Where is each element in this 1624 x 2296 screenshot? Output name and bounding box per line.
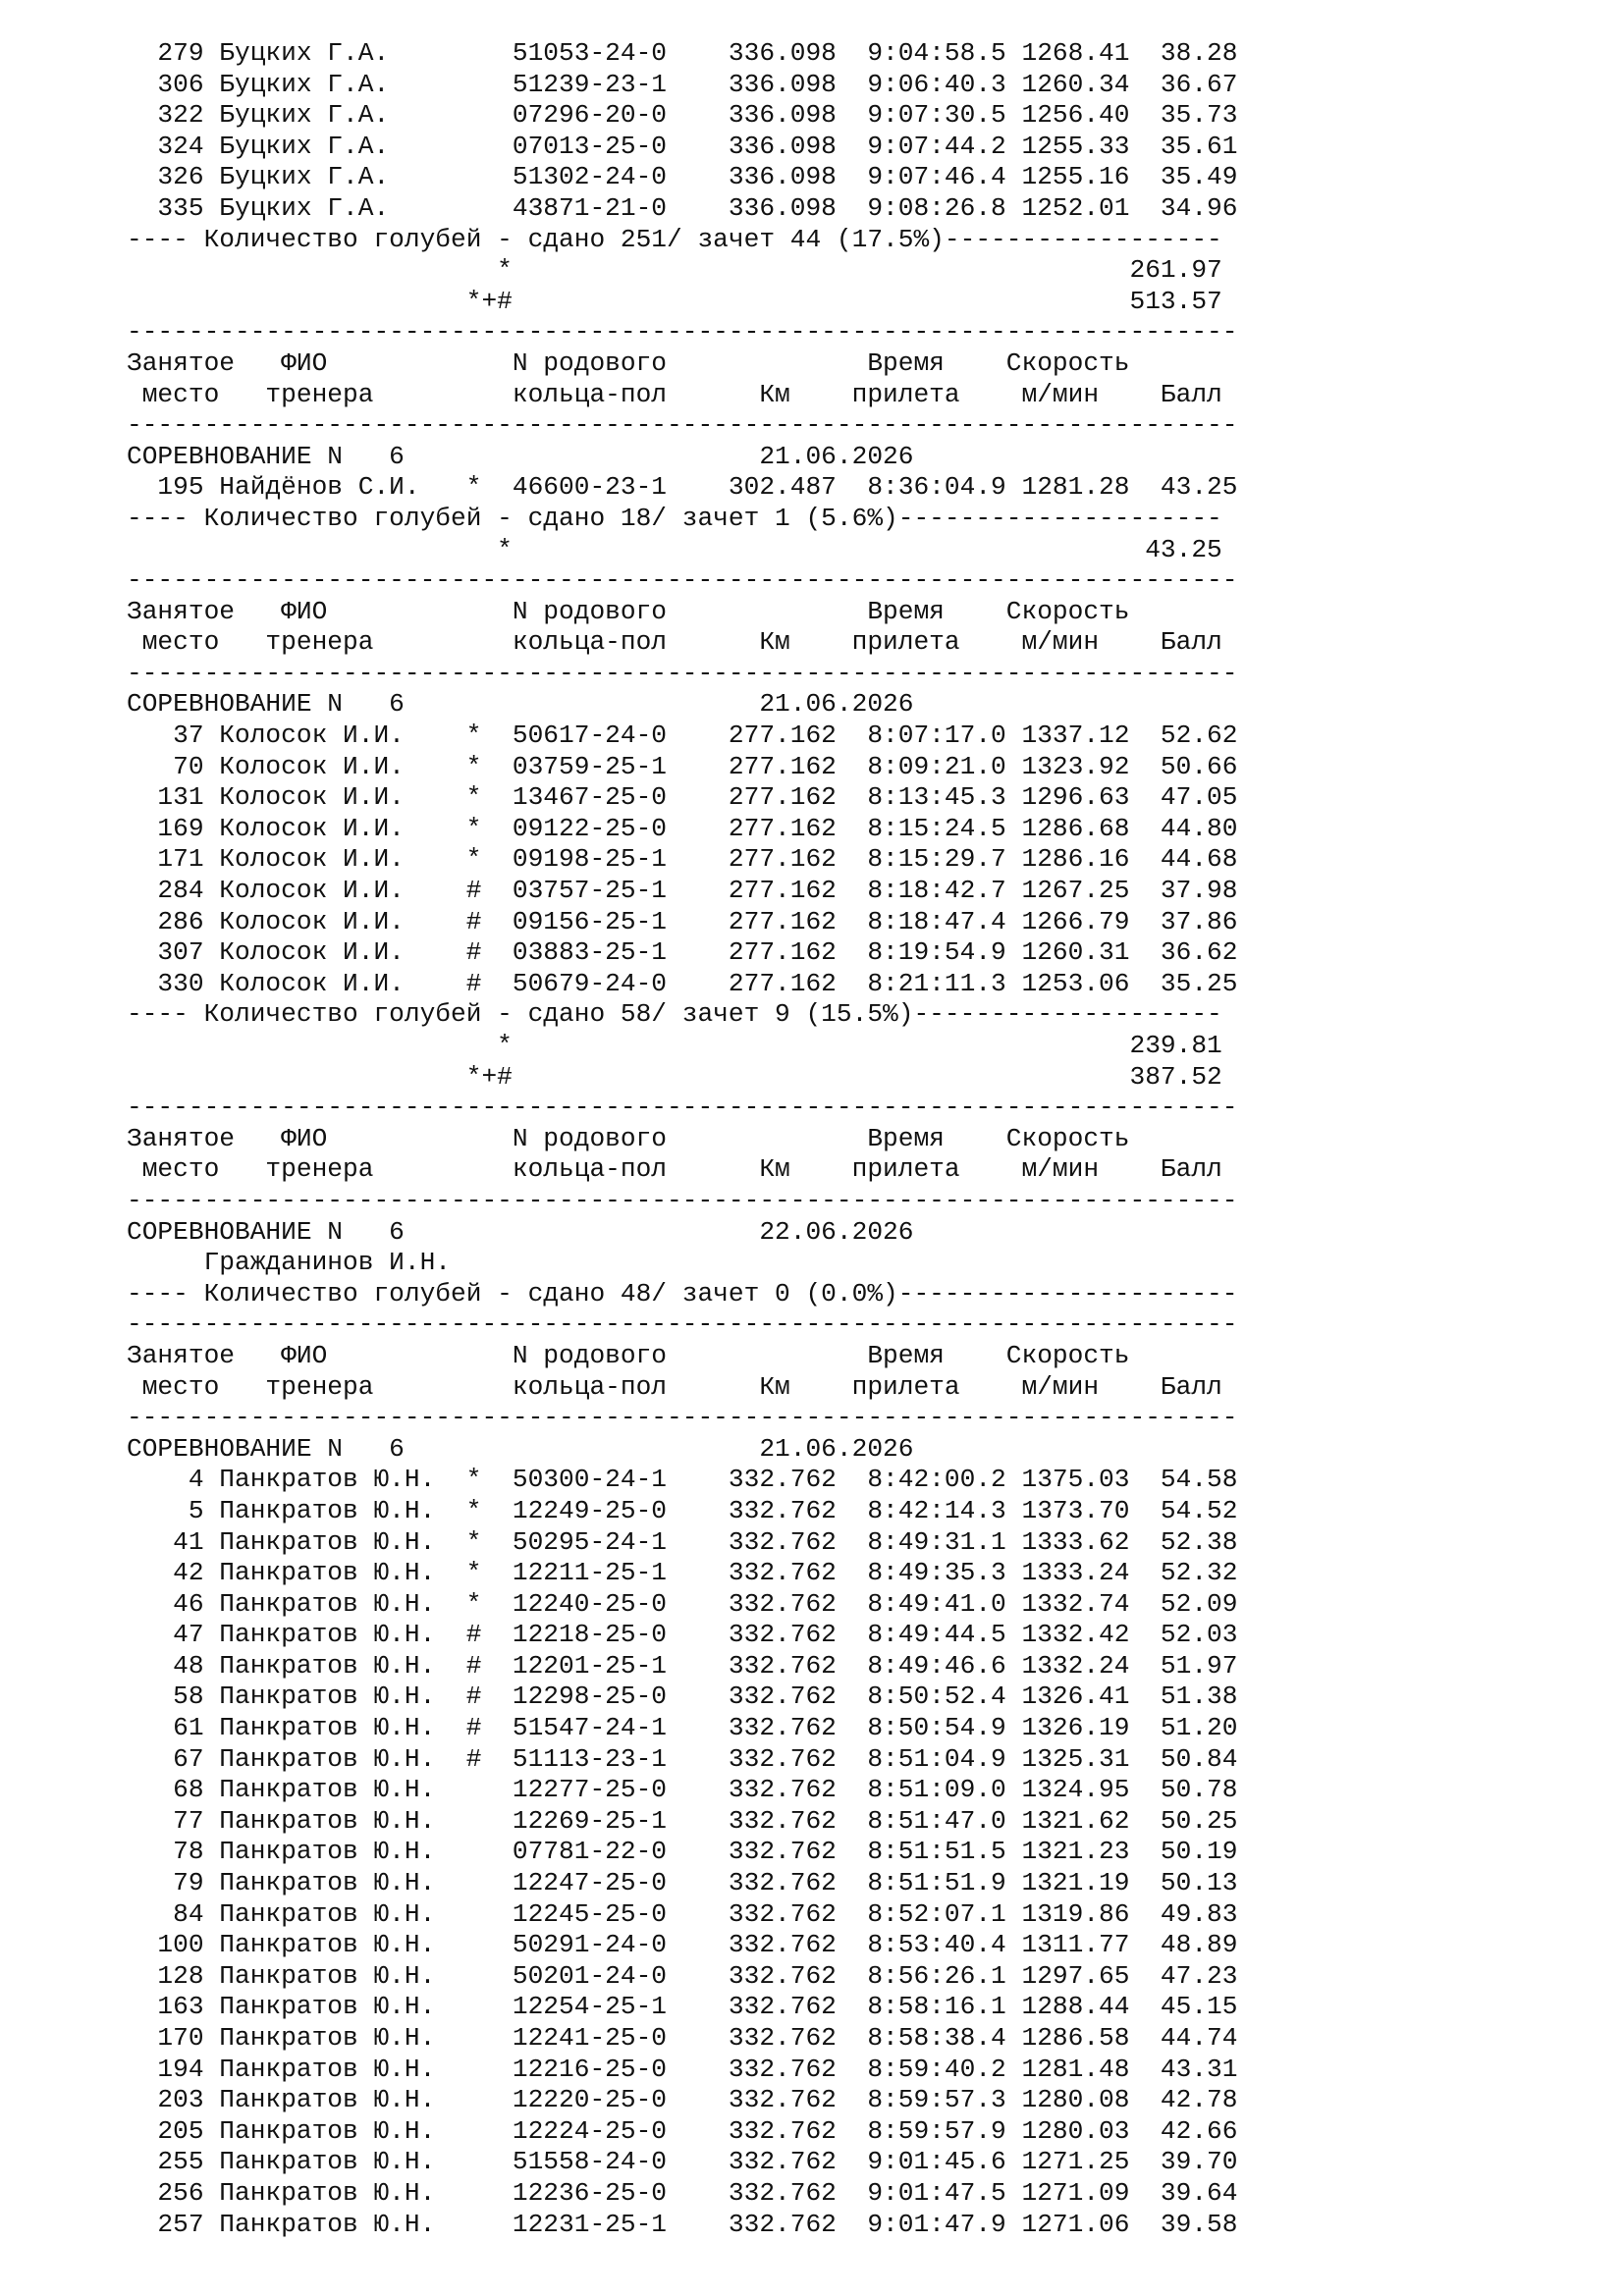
report-line: 307 Колосок И.И. # 03883-25-1 277.162 8:19:54.9 1260.31 36.62 — [127, 937, 1238, 968]
report-line: СОРЕВНОВАНИЕ N 6 21.06.2026 — [127, 1433, 914, 1464]
report-line: 195 Найдёнов С.И. * 46600-23-1 302.487 8:36:04.9 1281.28 43.25 — [127, 472, 1238, 503]
report-line: 68 Панкратов Ю.Н. 12277-25-0 332.762 8:51:09.0 1324.95 50.78 — [127, 1775, 1238, 1805]
report-line: 284 Колосок И.И. # 03757-25-1 277.162 8:18:42.7 1267.25 37.98 — [127, 876, 1238, 906]
report-line: 205 Панкратов Ю.Н. 12224-25-0 332.762 8:59:57.9 1280.03 42.66 — [127, 2115, 1238, 2146]
report-line: ------------------------------------------------------------------------ — [127, 1309, 1238, 1340]
report-line: СОРЕВНОВАНИЕ N 6 21.06.2026 — [127, 441, 914, 471]
report-line: 335 Буцких Г.А. 43871-21-0 336.098 9:08:26.8 1252.01 34.96 — [127, 192, 1238, 223]
report-line: 4 Панкратов Ю.Н. * 50300-24-1 332.762 8:42:00.2 1375.03 54.58 — [127, 1465, 1238, 1495]
report-line: Занятое ФИО N родового Время Скорость — [127, 1340, 1130, 1370]
report-line: место тренера кольца-пол Км прилета м/мин Балл — [127, 379, 1222, 409]
report-line: 203 Панкратов Ю.Н. 12220-25-0 332.762 8:59:57.3 1280.08 42.78 — [127, 2085, 1238, 2115]
report-line: 78 Панкратов Ю.Н. 07781-22-0 332.762 8:51:51.5 1321.23 50.19 — [127, 1837, 1238, 1867]
report-line: 37 Колосок И.И. * 50617-24-0 277.162 8:07:17.0 1337.12 52.62 — [127, 721, 1238, 751]
report-line: * 261.97 — [127, 255, 1222, 286]
report-line: 46 Панкратов Ю.Н. * 12240-25-0 332.762 8:49:41.0 1332.74 52.09 — [127, 1588, 1238, 1619]
report-line: ---- Количество голубей - сдано 48/ зачет 0 (0.0%)---------------------- — [127, 1278, 1238, 1308]
report-line: 326 Буцких Г.А. 51302-24-0 336.098 9:07:46.4 1255.16 35.49 — [127, 162, 1238, 192]
report-line: 41 Панкратов Ю.Н. * 50295-24-1 332.762 8:49:31.1 1333.62 52.38 — [127, 1526, 1238, 1557]
report-line: 47 Панкратов Ю.Н. # 12218-25-0 332.762 8:49:44.5 1332.42 52.03 — [127, 1620, 1238, 1650]
report-line: 128 Панкратов Ю.Н. 50201-24-0 332.762 8:56:26.1 1297.65 47.23 — [127, 1960, 1238, 1991]
report-line: место тренера кольца-пол Км прилета м/мин Балл — [127, 1154, 1222, 1185]
report-line: 100 Панкратов Ю.Н. 50291-24-0 332.762 8:53:40.4 1311.77 48.89 — [127, 1930, 1238, 1960]
report-line: *+# 513.57 — [127, 286, 1222, 316]
report-line: 77 Панкратов Ю.Н. 12269-25-1 332.762 8:51:47.0 1321.62 50.25 — [127, 1805, 1238, 1836]
report-line: 279 Буцких Г.А. 51053-24-0 336.098 9:04:58.5 1268.41 38.28 — [127, 38, 1238, 68]
report-line: 84 Панкратов Ю.Н. 12245-25-0 332.762 8:52:07.1 1319.86 49.83 — [127, 1898, 1238, 1929]
report-line: ---- Количество голубей - сдано 251/ зачет 44 (17.5%)------------------ — [127, 224, 1222, 254]
results-document — [127, 38, 1237, 2240]
report-line: ------------------------------------------------------------------------ — [127, 1093, 1238, 1123]
report-line: 257 Панкратов Ю.Н. 12231-25-1 332.762 9:01:47.9 1271.06 39.58 — [127, 2209, 1238, 2239]
report-line: 61 Панкратов Ю.Н. # 51547-24-1 332.762 8:50:54.9 1326.19 51.20 — [127, 1713, 1238, 1743]
report-line: 58 Панкратов Ю.Н. # 12298-25-0 332.762 8:50:52.4 1326.41 51.38 — [127, 1682, 1238, 1712]
report-line: ------------------------------------------------------------------------ — [127, 1403, 1238, 1433]
report-line: Занятое ФИО N родового Время Скорость — [127, 347, 1130, 378]
report-line: 79 Панкратов Ю.Н. 12247-25-0 332.762 8:51:51.9 1321.19 50.13 — [127, 1868, 1238, 1898]
report-line: Занятое ФИО N родового Время Скорость — [127, 1123, 1130, 1153]
report-line: ---- Количество голубей - сдано 18/ зачет 1 (5.6%)--------------------- — [127, 503, 1222, 533]
report-line: ------------------------------------------------------------------------ — [127, 1185, 1238, 1215]
report-line: место тренера кольца-пол Км прилета м/мин Балл — [127, 627, 1222, 658]
report-line: 194 Панкратов Ю.Н. 12216-25-0 332.762 8:59:40.2 1281.48 43.31 — [127, 2054, 1238, 2084]
report-line: 70 Колосок И.И. * 03759-25-1 277.162 8:09:21.0 1323.92 50.66 — [127, 751, 1238, 781]
report-line: ---- Количество голубей - сдано 58/ зачет 9 (15.5%)-------------------- — [127, 999, 1222, 1030]
report-line: ------------------------------------------------------------------------ — [127, 410, 1238, 441]
report-line: ------------------------------------------------------------------------ — [127, 317, 1238, 347]
report-line: 48 Панкратов Ю.Н. # 12201-25-1 332.762 8:49:46.6 1332.24 51.97 — [127, 1650, 1238, 1681]
report-line: ------------------------------------------------------------------------ — [127, 565, 1238, 596]
report-line: Гражданинов И.Н. — [127, 1248, 452, 1278]
report-line: 171 Колосок И.И. * 09198-25-1 277.162 8:15:29.7 1286.16 44.68 — [127, 844, 1238, 875]
report-line: место тренера кольца-пол Км прилета м/мин Балл — [127, 1371, 1222, 1402]
report-line: 5 Панкратов Ю.Н. * 12249-25-0 332.762 8:42:14.3 1373.70 54.52 — [127, 1495, 1238, 1525]
report-line: 163 Панкратов Ю.Н. 12254-25-1 332.762 8:58:16.1 1288.44 45.15 — [127, 1992, 1238, 2022]
report-line: СОРЕВНОВАНИЕ N 6 22.06.2026 — [127, 1216, 914, 1247]
report-line: 306 Буцких Г.А. 51239-23-1 336.098 9:06:40.3 1260.34 36.67 — [127, 69, 1238, 99]
report-line: 42 Панкратов Ю.Н. * 12211-25-1 332.762 8:49:35.3 1333.24 52.32 — [127, 1558, 1238, 1588]
report-line: 67 Панкратов Ю.Н. # 51113-23-1 332.762 8:51:04.9 1325.31 50.84 — [127, 1743, 1238, 1774]
report-line: *+# 387.52 — [127, 1061, 1222, 1092]
report-line: 324 Буцких Г.А. 07013-25-0 336.098 9:07:44.2 1255.33 35.61 — [127, 131, 1238, 161]
report-line: * 239.81 — [127, 1031, 1222, 1060]
report-line: 169 Колосок И.И. * 09122-25-0 277.162 8:15:24.5 1286.68 44.80 — [127, 813, 1238, 843]
report-line: 286 Колосок И.И. # 09156-25-1 277.162 8:18:47.4 1266.79 37.86 — [127, 906, 1238, 936]
report-line: 131 Колосок И.И. * 13467-25-0 277.162 8:13:45.3 1296.63 47.05 — [127, 782, 1238, 813]
report-line: * 43.25 — [127, 534, 1222, 564]
report-line: 322 Буцких Г.А. 07296-20-0 336.098 9:07:30.5 1256.40 35.73 — [127, 100, 1238, 131]
report-line: СОРЕВНОВАНИЕ N 6 21.06.2026 — [127, 689, 914, 720]
report-line: 330 Колосок И.И. # 50679-24-0 277.162 8:21:11.3 1253.06 35.25 — [127, 968, 1238, 998]
report-line: 256 Панкратов Ю.Н. 12236-25-0 332.762 9:01:47.5 1271.09 39.64 — [127, 2177, 1238, 2208]
report-line: 255 Панкратов Ю.Н. 51558-24-0 332.762 9:01:45.6 1271.25 39.70 — [127, 2147, 1238, 2177]
report-line: ------------------------------------------------------------------------ — [127, 658, 1238, 688]
report-line: Занятое ФИО N родового Время Скорость — [127, 596, 1130, 626]
report-line: 170 Панкратов Ю.Н. 12241-25-0 332.762 8:58:38.4 1286.58 44.74 — [127, 2023, 1238, 2053]
